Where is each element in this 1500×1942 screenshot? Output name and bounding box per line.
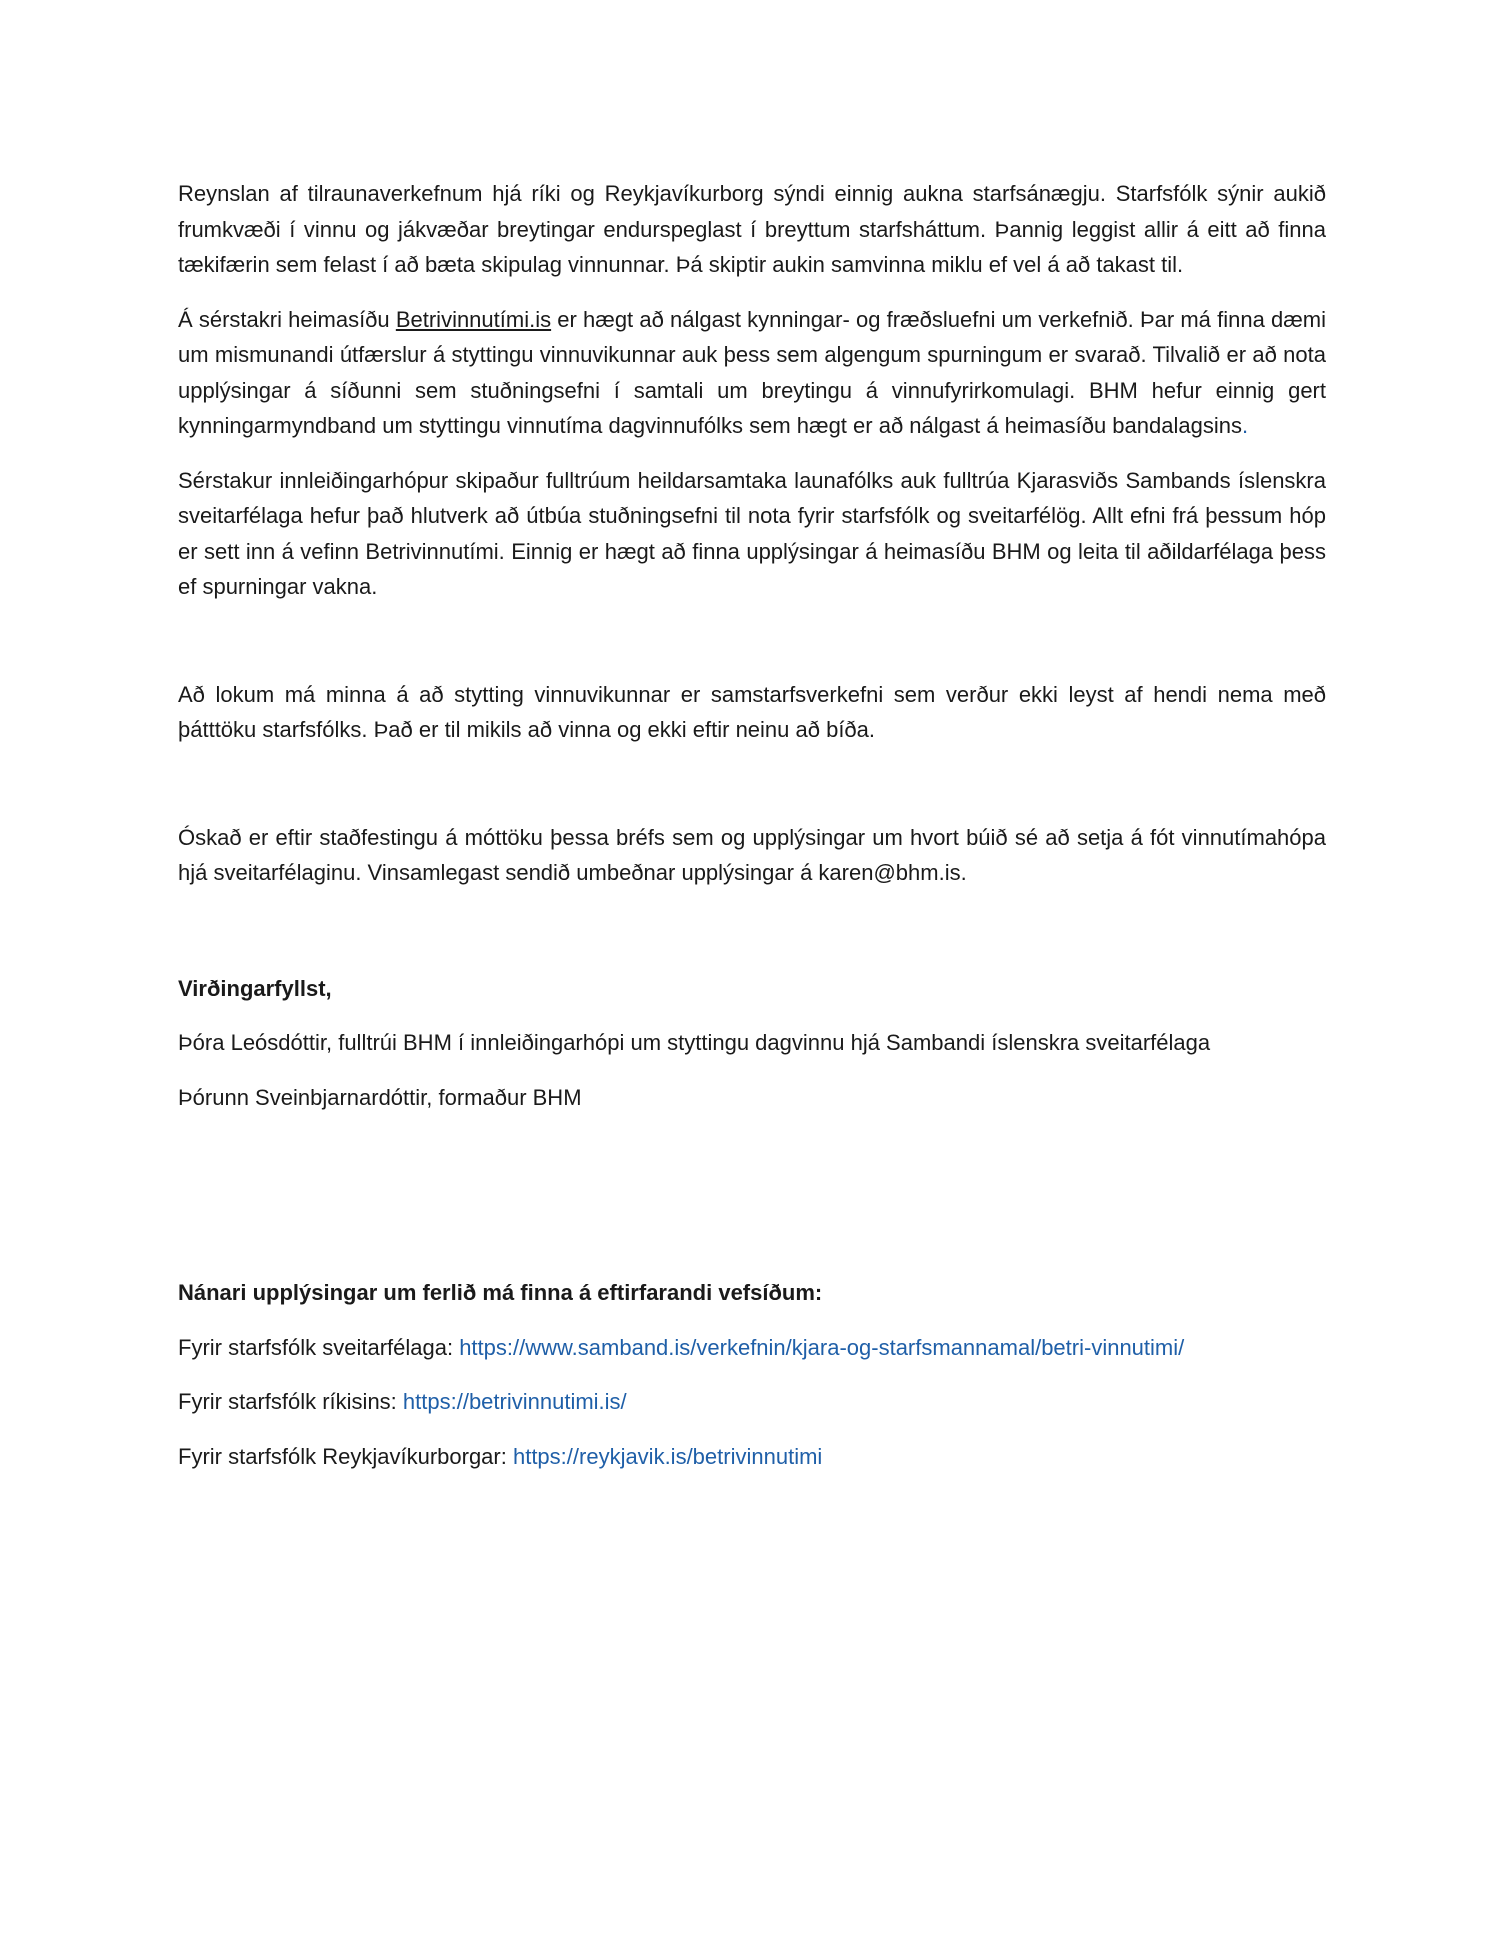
closing-salutation: Virðingarfyllst, [178,975,332,1001]
paragraph-text: Á sérstakri heimasíðu [178,306,396,332]
link-row-municipalities [178,1330,1258,1366]
link-row-state [178,1384,1326,1420]
link-label: Fyrir starfsfólk ríkisins: [178,1389,403,1414]
paragraph-website-info [178,302,1326,444]
paragraph-conclusion: Að lokum má minna á að stytting vinnuvikunnar er samstarfsverkefni sem verður ekki leyst af hendi nema með þátttöku starfsfólks. Það er til mikils að vinna og ekki eftir neinu að bíða. [178,681,1326,742]
betrivinnutimi-url-link[interactable]: https://betrivinnutimi.is/ [402,1389,627,1414]
reykjavik-link[interactable]: https://reykjavik.is/betrivinnutimi [512,1443,823,1469]
samband-link[interactable]: https://www.samband.is/verkefnin/kjara-og-starfsmannamal/betri-vinnutimi/ [459,1334,1185,1360]
link-label: Fyrir starfsfólk Reykjavíkurborgar: [178,1443,513,1469]
paragraph-pilot-results: Reynslan af tilraunaverkefnum hjá ríki og Reykjavíkurborg sýndi einnig aukna starfsánægju. Starfsfólk sýnir aukið frumkvæði í vinnu og jákvæðar breytingar endurspeglast í breyttum starfsháttum. Þannig leggist allir á eitt að finna tækifærin sem felast í að bæta skipulag vinnunnar. Þá skiptir aukin samvinna miklu ef vel á að takast til. [178,181,1326,277]
paragraph-text: er hægt að nálgast kynningar- og fræðsluefni um verkefnið. Þar má finna dæmi um mismunandi útfærslur á styttingu vinnuvikunnar auk þess sem algengum spurningum er svarað. Tilvalið er að nota upplýsingar á síðunni sem stuðningsefni í samtali um breytingu á vinnufyrirkomulagi. BHM hefur einnig gert kynningarmyndband um styttingu vinnutíma dagvinnufólks sem hægt er að nálgast á heimasíðu bandalagsins [178,306,1326,438]
letter-page [178,176,1326,1474]
link-row-reykjavik [178,1439,1326,1475]
paragraph-implementation-group: Sérstakur innleiðingarhópur skipaður fulltrúum heildarsamtaka launafólks auk fulltrúa Kjarasviðs Sambands íslenskra sveitarfélaga hefur það hlutverk að útbúa stuðningsefni til nota fyrir starfsfólk og sveitarfélög. Allt efni frá þessum hóp er sett inn á vefinn Betrivinnutími. Einnig er hægt að finna upplýsingar á heimasíðu BHM og leita til aðildarfélaga þess ef spurningar vakna. [178,467,1326,599]
signer-1: Þóra Leósdóttir, fulltrúi BHM í innleiðingarhópi um styttingu dagvinnu hjá Sambandi íslenskra sveitarfélaga [178,1030,1211,1055]
signer-2: Þórunn Sveinbjarnardóttir, formaður BHM [178,1084,582,1110]
paragraph-end-dot: . [1241,413,1249,438]
betrivinnutimi-link[interactable]: Betrivinnutími.is [395,306,552,332]
link-label: Fyrir starfsfólk sveitarfélaga: [178,1334,460,1360]
more-info-heading: Nánari upplýsingar um ferlið má finna á eftirfarandi vefsíðum: [178,1280,823,1305]
paragraph-confirmation-request: Óskað er eftir staðfestingu á móttöku þessa bréfs sem og upplýsingar um hvort búið sé að setja á fót vinnutímahópa hjá sveitarfélaginu. Vinsamlegast sendið umbeðnar upplýsingar á karen@bhm.is. [178,824,1326,885]
